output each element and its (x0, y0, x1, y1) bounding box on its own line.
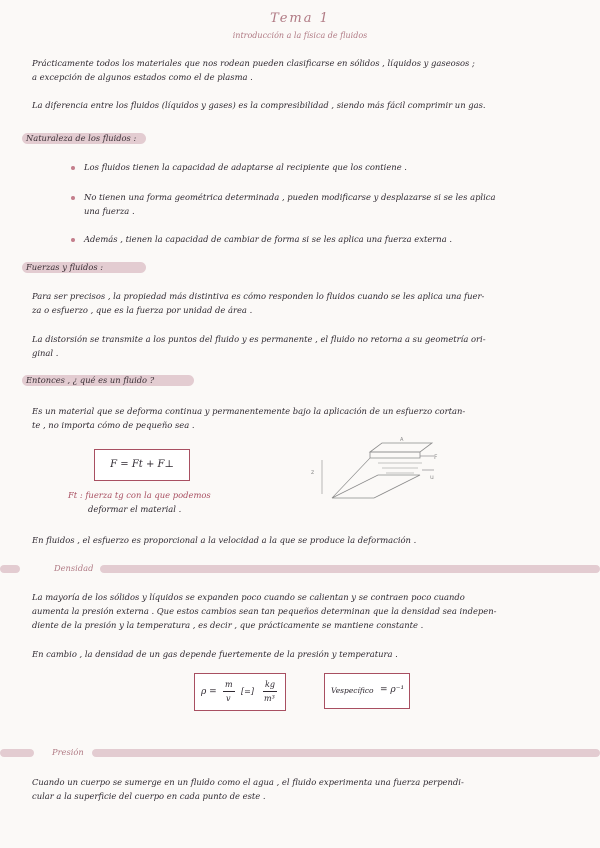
fuerzas-p1-line2: za o esfuerzo , que es la fuerza por unidad de área . (32, 305, 253, 315)
unit-den: m³ (264, 694, 275, 703)
divider-right (100, 565, 600, 573)
page-subtitle: introducción a la física de fluidos (232, 31, 368, 40)
bottom-plate (332, 475, 420, 498)
force-note-line2: deformar el material . (88, 504, 182, 514)
fuerzas-p2-line1: La distorsión se transmite a los puntos del fluido y es permanente , el fluido no retorna a su geometría ori- (32, 334, 486, 344)
specific-eq: = ρ⁻¹ (380, 685, 405, 695)
page-title: Tema 1 (270, 11, 330, 26)
bullet-2-text: No tienen una forma geométrica determinada , pueden modificarse y desplazarse si se les aplica (84, 192, 496, 202)
densidad-p1-line3: diente de la presión y la temperatura , es decir , que prácticamente se mantiene constante . (32, 620, 424, 630)
densidad-p1-line2: aumenta la presión externa . Que estos cambios sean tan pequeños determinan que la densidad sea indepen- (32, 606, 497, 616)
section-heading-presion: Presión (52, 747, 84, 757)
fraction-den: v (226, 694, 231, 703)
bullet-dot (71, 238, 75, 242)
fluid-edge (332, 458, 370, 498)
divider-left (0, 749, 34, 757)
force-formula-box (94, 449, 190, 481)
label-u: u (430, 474, 434, 481)
bullet-2-text-cont: una fuerza . (84, 206, 135, 216)
section-heading-naturaleza: Naturaleza de los fluidos : (22, 133, 146, 144)
rho-symbol: ρ = (201, 687, 217, 697)
bullet-dot (71, 166, 75, 170)
entonces-p1-line1: Es un material que se deforma continua y permanentemente bajo la aplicación de un esfuerzo cortan- (32, 406, 466, 416)
force-formula: F = Ft + F⊥ (110, 459, 174, 470)
bullet-dot (71, 196, 75, 200)
unit-symbol: [=] (241, 687, 254, 696)
specific-label: Vespecífico (331, 686, 374, 695)
entonces-p1-line2: te , no importa cómo de pequeño sea . (32, 420, 195, 430)
bullet-3-text: Además , tienen la capacidad de cambiar de forma si se les aplica una fuerza externa . (84, 234, 453, 244)
label-f: F (434, 454, 438, 461)
unit-num: kg (265, 680, 275, 689)
section-heading-densidad: Densidad (54, 563, 94, 573)
presion-p1-line2: cular a la superficie del cuerpo en cada punto de este . (32, 791, 266, 801)
section-heading-fuerzas: Fuerzas y fluidos : (22, 262, 146, 273)
intro-p1-line2: a excepción de algunos estados como el de plasma . (32, 72, 253, 82)
top-plate-edge (370, 452, 420, 458)
density-formula-box (194, 673, 286, 711)
shear-diagram (300, 430, 450, 508)
densidad-p2: En cambio , la densidad de un gas depende fuertemente de la presión y temperatura . (32, 649, 398, 659)
fuerzas-p2-line2: ginal . (32, 348, 59, 358)
intro-p2: La diferencia entre los fluidos (líquidos y gases) es la compresibilidad , siendo más fácil comprimir un gas. (32, 100, 486, 110)
divider-left (0, 565, 20, 573)
label-z: z (311, 469, 315, 476)
bullet-1-text: Los fluidos tienen la capacidad de adaptarse al recipiente que los contiene . (84, 162, 407, 172)
force-note-line1: Ft : fuerza tg con la que podemos (68, 490, 211, 500)
specific-volume-box (324, 673, 410, 709)
divider-right (92, 749, 600, 757)
fuerzas-p1-line1: Para ser precisos , la propiedad más distintiva es cómo responden lo fluidos cuando se les aplica una fuer- (32, 291, 485, 301)
top-plate (370, 443, 432, 452)
label-a: A (400, 437, 404, 443)
densidad-p1-line1: La mayoría de los sólidos y líquidos se expanden poco cuando se calientan y se contraen poco cuando (32, 592, 465, 602)
section-heading-entonces: Entonces , ¿ qué es un fluido ? (22, 375, 194, 386)
intro-p1-line1: Prácticamente todos los materiales que nos rodean pueden clasificarse en sólidos , líquidos y gaseosos ; (32, 58, 475, 68)
entonces-p2: En fluidos , el esfuerzo es proporcional a la velocidad a la que se produce la deformación . (32, 535, 417, 545)
presion-p1-line1: Cuando un cuerpo se sumerge en un fluido como el agua , el fluido experimenta una fuerza perpendi- (32, 777, 464, 787)
fraction-num: m (225, 680, 233, 689)
